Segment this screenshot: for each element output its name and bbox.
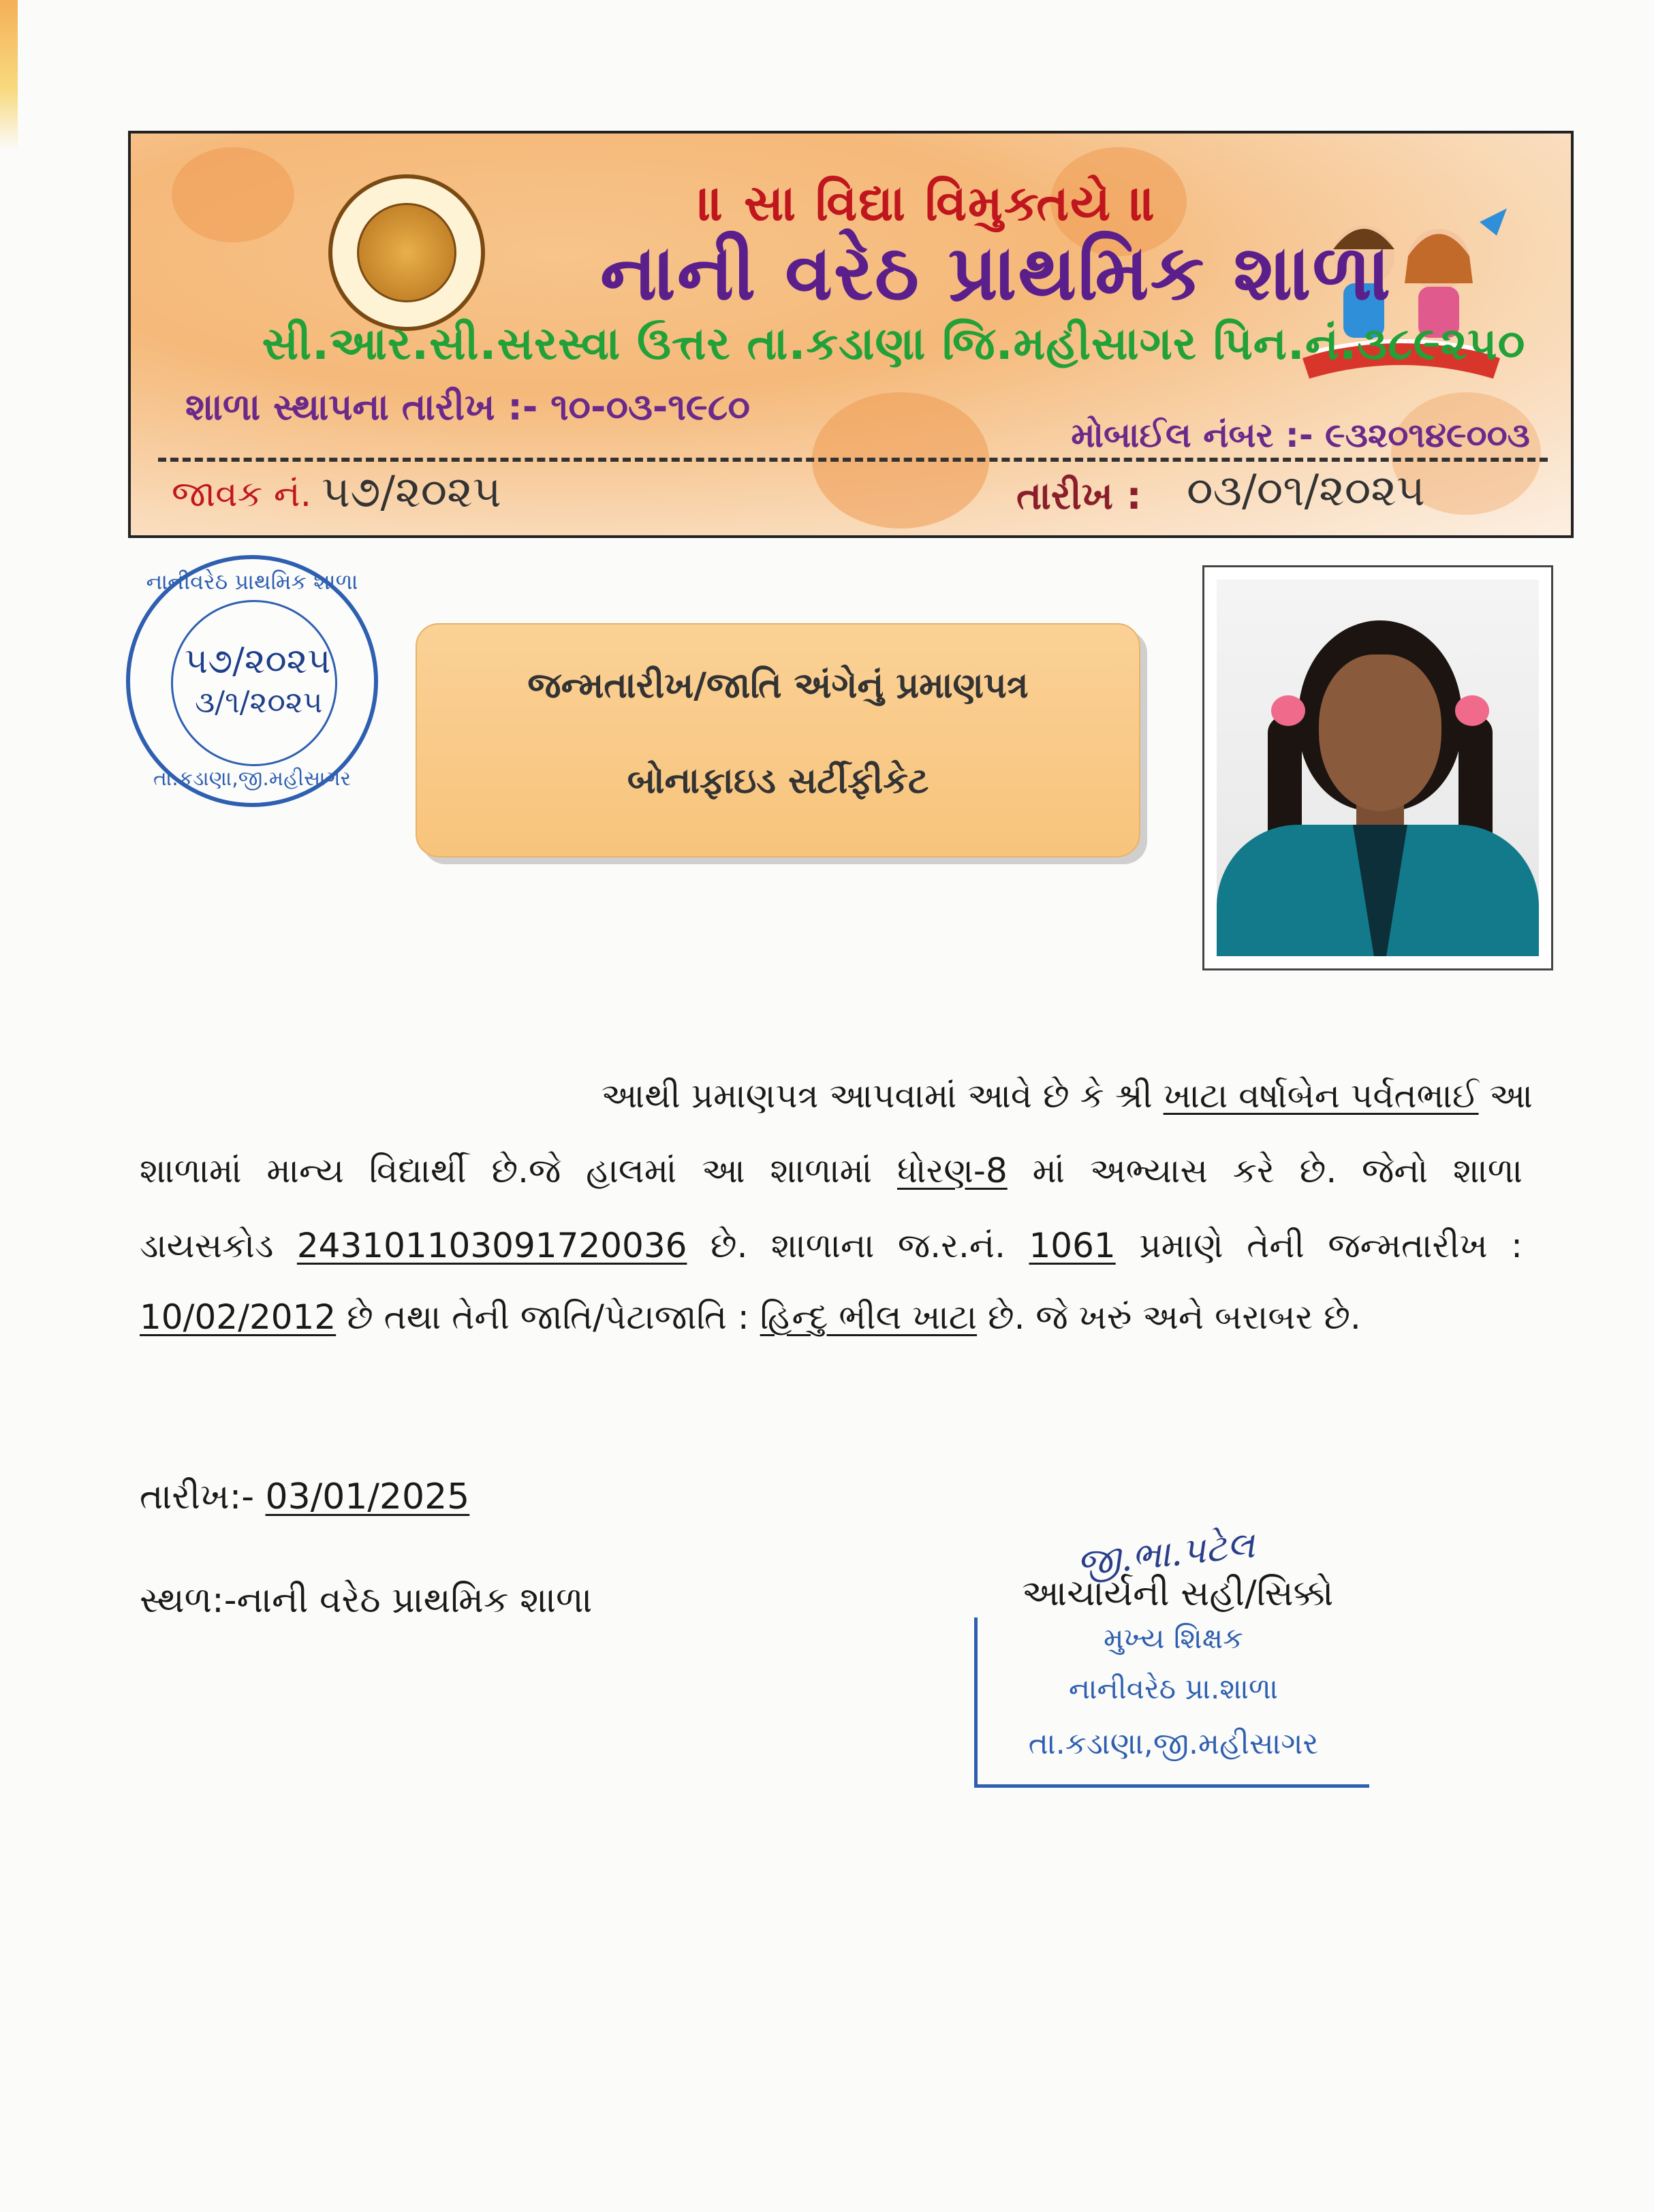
stamp-designation: મુખ્ય શિક્ષક [1104, 1622, 1243, 1655]
body-text: માં અભ્યાસ કરે છે. જેનો શાળા [1007, 1151, 1523, 1190]
body-line-3 [140, 1226, 1523, 1266]
issue-date-value: 03/01/2025 [265, 1476, 470, 1517]
page-edge-decoration [0, 0, 18, 150]
caste-value: હિન્દુ ભીલ ખાટા [760, 1297, 978, 1337]
outward-number-value: ૫૭/૨૦૨૫ [322, 467, 501, 518]
date-of-birth: 10/02/2012 [140, 1297, 337, 1337]
principal-signature: જી.ભા.પટેલ [1074, 1523, 1257, 1585]
place-line: સ્થળ:-નાની વરેઠ પ્રાથમિક શાળા [140, 1580, 593, 1621]
body-text: ડાયસકોડ [140, 1226, 297, 1265]
dashed-divider [158, 458, 1548, 462]
signature-caption: આચાર્યની સહી/સિક્કો [1022, 1573, 1334, 1614]
goddess-icon [357, 203, 456, 302]
stamp-location: તા.કડાણા,જી.મહીસાગર [1028, 1726, 1319, 1761]
body-text: છે તથા તેની જાતિ/પેટાજાતિ : [336, 1297, 760, 1337]
school-emblem-logo [328, 174, 485, 331]
body-text: પ્રમાણે તેની જન્મતારીખ : [1115, 1226, 1523, 1265]
letterhead-date-label: તારીખ : [1016, 474, 1142, 518]
body-line-1 [416, 1076, 1533, 1116]
school-name: નાની વરેઠ પ્રાથમિક શાળા [599, 229, 1392, 317]
school-round-stamp [126, 555, 378, 807]
outward-number-label: જાવક નં. [172, 474, 312, 515]
stamp-bottom-text: તા.કડાણા,જી.મહીસાગર [153, 767, 352, 791]
body-text: છે. જે ખરું અને બરાબર છે. [977, 1297, 1361, 1337]
certificate-subtitle: બોનાફાઇડ સર્ટીફીકેટ [627, 761, 929, 802]
letterhead-date-value: ૦૩/૦૧/૨૦૨૫ [1187, 466, 1425, 516]
stamp-number: ૫૭/૨૦૨૫ [185, 641, 331, 682]
stamp-school: નાનીવરેઠ પ્રા.શાળા [1068, 1672, 1279, 1705]
stamp-inner-ring [171, 600, 337, 766]
stamp-top-text: નાનીવરેઠ પ્રાથમિક શાળા [146, 569, 358, 595]
paint-blot [172, 147, 294, 242]
body-line-2 [140, 1151, 1523, 1191]
stamp-date: ૩/૧/૨૦૨૫ [195, 685, 323, 720]
school-motto: ॥ સા વિદ્યા વિમુક્તયે ॥ [698, 174, 1158, 232]
mobile-number: મોબાઈલ નંબર :- ૯૩૨૦૧૪૯૦૦૩ [1071, 415, 1530, 455]
letterhead [128, 131, 1574, 538]
student-photo [1217, 580, 1539, 956]
student-photo-frame [1202, 565, 1553, 970]
principal-stamp [974, 1617, 1369, 1788]
issue-date-line [140, 1476, 469, 1518]
certificate-title: જન્મતારીખ/જાતિ અંગેનું પ્રમાણપત્ર [527, 665, 1029, 706]
school-address: સી.આર.સી.સરસ્વા ઉત્તર તા.કડાણા જિ.મહીસાગર પિન.નં.૩૮૯૨૫૦ [262, 317, 1526, 370]
body-text: આ [1478, 1076, 1533, 1116]
standard-value: ધોરણ-8 [896, 1151, 1008, 1190]
body-line-4 [140, 1297, 1523, 1338]
dise-code: 243101103091720036 [296, 1226, 687, 1265]
body-text: છે. શાળાના જ.ર.નં. [687, 1226, 1029, 1265]
gr-number: 1061 [1029, 1226, 1116, 1265]
student-name: ખાટા વર્ષાબેન પર્વતભાઈ [1163, 1076, 1479, 1116]
body-text: શાળામાં માન્ય વિદ્યાર્થી છે.જે હાલમાં આ શાળામાં [140, 1151, 897, 1190]
establishment-date: શાળા સ્થાપના તારીખ :- ૧૦-૦૩-૧૯૮૦ [185, 385, 750, 428]
certificate-title-box [416, 623, 1140, 857]
issue-date-label: તારીખ:- [140, 1476, 266, 1517]
body-text: આથી પ્રમાણપત્ર આપવામાં આવે છે કે શ્રી [601, 1076, 1164, 1116]
